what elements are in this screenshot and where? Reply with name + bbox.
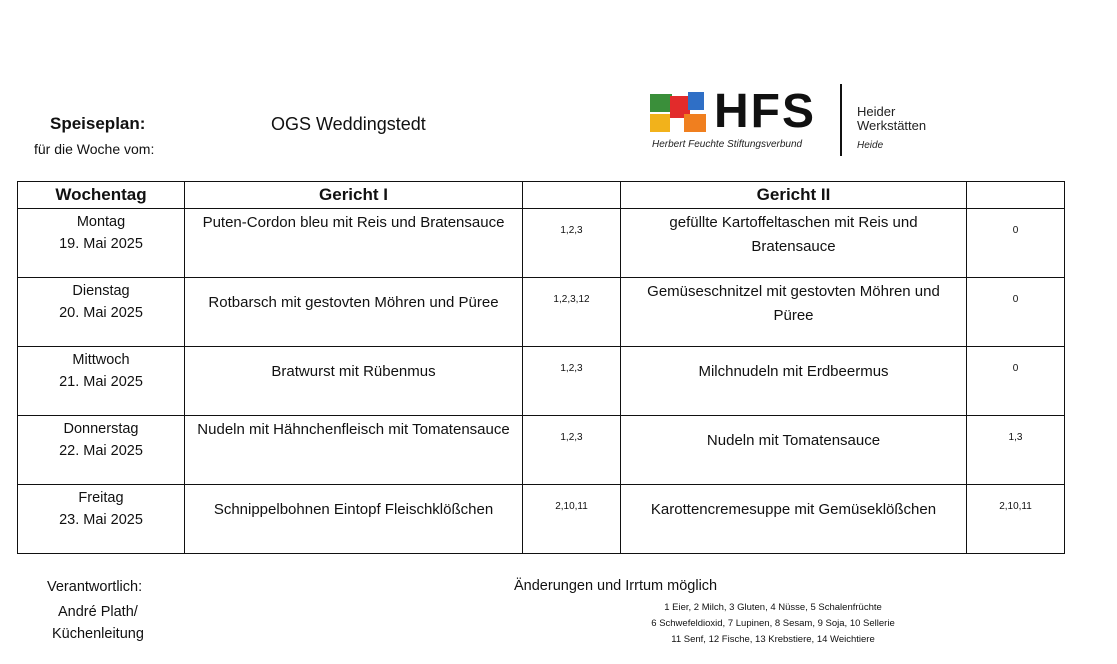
day-date: 22. Mai 2025 bbox=[59, 443, 143, 459]
logo-heide: Heide bbox=[857, 140, 884, 151]
dish-2: gefüllte Kartoffeltaschen mit Reis und Bratensauce bbox=[669, 214, 918, 255]
dish-1-cell bbox=[185, 416, 523, 485]
code-2-cell bbox=[967, 485, 1065, 554]
responsible-role: Küchenleitung bbox=[52, 626, 144, 642]
allergen-code-2: 0 bbox=[1012, 225, 1019, 236]
code-1-cell bbox=[523, 485, 621, 554]
dish-1: Bratwurst mit Rübenmus bbox=[271, 363, 436, 380]
logo-subtitle: Herbert Feuchte Stiftungsverbund bbox=[652, 139, 803, 150]
logo-heider: Heider bbox=[857, 104, 896, 119]
dish-2-cell bbox=[621, 209, 967, 278]
day-date: 19. Mai 2025 bbox=[59, 236, 143, 252]
dish-2: Milchnudeln mit Erdbeermus bbox=[698, 363, 889, 380]
day-name: Donnerstag bbox=[63, 421, 139, 437]
table-row bbox=[18, 278, 1065, 347]
allergen-code-2: 1,3 bbox=[1008, 432, 1023, 443]
dish-1: Nudeln mit Hähnchenfleisch mit Tomatensauce bbox=[197, 421, 510, 438]
logo-wordmark: HFS bbox=[714, 85, 816, 138]
header-code-1 bbox=[523, 182, 621, 209]
day-date: 20. Mai 2025 bbox=[59, 305, 143, 321]
dish-2-cell bbox=[621, 278, 967, 347]
allergen-legend-line: 11 Senf, 12 Fische, 13 Krebstiere, 14 Weichtiere bbox=[671, 634, 875, 645]
table-row bbox=[18, 485, 1065, 554]
day-date: 21. Mai 2025 bbox=[59, 374, 143, 390]
allergen-code-2: 0 bbox=[1012, 363, 1019, 374]
menu-table bbox=[17, 181, 1065, 554]
day-name: Dienstag bbox=[72, 283, 130, 299]
allergen-legend-line: 1 Eier, 2 Milch, 3 Gluten, 4 Nüsse, 5 Schalenfrüchte bbox=[664, 602, 882, 613]
code-1-cell bbox=[523, 347, 621, 416]
code-1-cell bbox=[523, 278, 621, 347]
table-row bbox=[18, 209, 1065, 278]
code-1-cell bbox=[523, 416, 621, 485]
responsible-name: André Plath/ bbox=[58, 604, 138, 620]
dish-1-cell bbox=[185, 278, 523, 347]
header-dish-2: Gericht II bbox=[621, 182, 967, 209]
school-name: OGS Weddingstedt bbox=[271, 114, 426, 134]
allergen-legend bbox=[560, 600, 986, 648]
dish-2: Karottencremesuppe mit Gemüseklößchen bbox=[650, 501, 937, 518]
logo-divider bbox=[840, 84, 842, 156]
allergen-code-2: 0 bbox=[1012, 294, 1019, 305]
hfs-logo bbox=[648, 84, 958, 158]
day-name: Freitag bbox=[78, 490, 124, 506]
header-code-2 bbox=[967, 182, 1065, 209]
weekday-cell bbox=[18, 416, 185, 485]
hfs-logo-mark-icon bbox=[648, 90, 708, 136]
allergen-code-1: 1,2,3,12 bbox=[553, 294, 590, 305]
weekday-cell bbox=[18, 278, 185, 347]
dish-2: Nudeln mit Tomatensauce bbox=[706, 432, 881, 449]
dish-1: Rotbarsch mit gestovten Möhren und Püree bbox=[208, 294, 499, 311]
dish-2-cell bbox=[621, 416, 967, 485]
weekday-cell bbox=[18, 347, 185, 416]
dish-1: Puten-Cordon bleu mit Reis und Bratensauce bbox=[202, 214, 505, 231]
code-2-cell bbox=[967, 347, 1065, 416]
dish-2-cell bbox=[621, 347, 967, 416]
dish-2-cell bbox=[621, 485, 967, 554]
code-2-cell bbox=[967, 209, 1065, 278]
header-dish-1: Gericht I bbox=[185, 182, 523, 209]
dish-1-cell bbox=[185, 347, 523, 416]
week-label: für die Woche vom: bbox=[34, 141, 155, 157]
day-name: Mittwoch bbox=[72, 352, 130, 368]
dish-1-cell bbox=[185, 485, 523, 554]
day-name: Montag bbox=[76, 214, 126, 230]
table-row bbox=[18, 416, 1065, 485]
table-row bbox=[18, 347, 1065, 416]
weekday-cell bbox=[18, 209, 185, 278]
logo-werkstaetten: Werkstätten bbox=[857, 118, 927, 133]
code-1-cell bbox=[523, 209, 621, 278]
allergen-code-1: 1,2,3 bbox=[560, 432, 583, 443]
day-date: 23. Mai 2025 bbox=[59, 512, 143, 528]
responsible-label: Verantwortlich: bbox=[47, 579, 143, 595]
allergen-code-1: 2,10,11 bbox=[555, 501, 588, 512]
code-2-cell bbox=[967, 278, 1065, 347]
allergen-code-1: 1,2,3 bbox=[560, 225, 583, 236]
code-2-cell bbox=[967, 416, 1065, 485]
dish-1-cell bbox=[185, 209, 523, 278]
dish-2: Gemüseschnitzel mit gestovten Möhren und Püree bbox=[647, 283, 940, 324]
allergen-code-2: 2,10,11 bbox=[999, 501, 1032, 512]
table-header-row bbox=[18, 182, 1065, 209]
changes-note: Änderungen und Irrtum möglich bbox=[514, 578, 718, 594]
dish-1: Schnippelbohnen Eintopf Fleischklößchen bbox=[213, 501, 494, 518]
allergen-legend-line: 6 Schwefeldioxid, 7 Lupinen, 8 Sesam, 9 Soja, 10 Sellerie bbox=[651, 618, 895, 629]
allergen-code-1: 1,2,3 bbox=[560, 363, 583, 374]
weekday-cell bbox=[18, 485, 185, 554]
page-title: Speiseplan: bbox=[50, 114, 146, 133]
header-weekday: Wochentag bbox=[18, 182, 185, 209]
